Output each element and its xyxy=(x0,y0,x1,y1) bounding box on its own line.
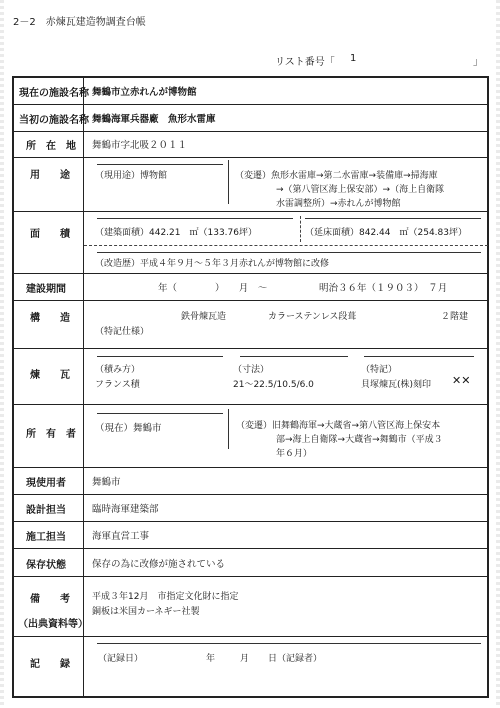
location-value: 舞鶴市字北吸２０１１ xyxy=(92,140,188,151)
structure-roof: カラーステンレス段葺 xyxy=(268,312,357,322)
label-column-divider xyxy=(83,76,84,698)
area-inner-divider xyxy=(84,245,488,246)
label-structure: 構 造 xyxy=(30,313,70,324)
label-current-name: 現在の施設名称 xyxy=(19,88,89,99)
structure-special: （特記仕様） xyxy=(95,327,150,337)
bracket-mark xyxy=(364,356,474,357)
owner-change-line-3: 年６月） xyxy=(276,449,313,459)
period-end: 明治３６年（１９０３） ７月 xyxy=(319,283,448,294)
row-divider xyxy=(12,348,489,349)
structure-material: 鉄骨煉瓦造 xyxy=(181,312,227,322)
label-user: 現使用者 xyxy=(26,478,66,489)
label-brick: 煉 瓦 xyxy=(30,370,70,381)
label-record: 記 録 xyxy=(30,659,70,670)
row-divider xyxy=(12,157,489,158)
page-edge-left xyxy=(0,0,4,708)
row-divider xyxy=(12,521,489,522)
label-designer: 設計担当 xyxy=(26,505,66,516)
remarks-line-2: 銅板は米国カーネギー社製 xyxy=(92,607,200,617)
row-divider xyxy=(12,494,489,495)
document-title: 2－2 赤煉瓦建造物調査台帳 xyxy=(13,17,146,28)
bracket-mark xyxy=(97,356,223,357)
bracket-mark xyxy=(97,413,223,414)
brick-size: 21～22.5/10.5/6.0 xyxy=(233,380,314,390)
record-year: 年 xyxy=(206,654,216,664)
label-remarks: 備 考 xyxy=(30,594,70,605)
list-number-label: リスト番号「 xyxy=(275,57,335,68)
bracket-mark xyxy=(240,356,348,357)
label-owner: 所 有 者 xyxy=(26,429,76,440)
list-number-close: 」 xyxy=(473,57,483,68)
structure-floors: ２階建 xyxy=(441,312,469,322)
area-floor: （延床面積）842.44 ㎡（254.83坪） xyxy=(305,228,467,238)
page-edge-right xyxy=(496,0,500,708)
condition-value: 保存の為に改修が施されている xyxy=(92,559,226,570)
bracket-mark xyxy=(97,218,293,219)
row-divider xyxy=(12,300,489,301)
owner-change-line-2: 部→海上自衛隊→大蔵省→舞鶴市（平成３ xyxy=(276,435,443,445)
row-divider xyxy=(12,548,489,549)
label-location: 所 在 地 xyxy=(26,141,76,152)
bracket-mark xyxy=(97,164,223,165)
label-builder: 施工担当 xyxy=(26,532,66,543)
label-period: 建設期間 xyxy=(26,284,66,295)
bracket-mark xyxy=(228,160,229,204)
original-name-value: 舞鶴海軍兵器廠 魚形水雷庫 xyxy=(92,114,216,125)
brick-bond-head: （積み方） xyxy=(95,365,141,375)
bracket-mark xyxy=(305,218,481,219)
row-divider xyxy=(12,104,489,105)
brick-note: 貝塚煉瓦(株)刻印 xyxy=(361,380,432,390)
record-month: 月 xyxy=(240,654,250,664)
list-number-value: 1 xyxy=(350,53,357,64)
row-divider xyxy=(12,404,489,405)
row-divider xyxy=(12,467,489,468)
area-building: （建築面積）442.21 ㎡（133.76坪） xyxy=(95,228,257,238)
bracket-mark xyxy=(97,252,481,253)
designer-value: 臨時海軍建築部 xyxy=(92,504,159,515)
row-divider xyxy=(12,273,489,274)
label-original-name: 当初の施設名称 xyxy=(19,115,89,126)
current-name-value: 舞鶴市立赤れんが博物館 xyxy=(92,87,197,98)
record-day-writer: 日（記録者） xyxy=(268,654,323,664)
period-start: 年（ ） 月 ～ xyxy=(158,283,268,294)
use-change-line-3: 水雷調整所）→赤れんが博物館 xyxy=(276,199,401,209)
record-date-label: （記録日） xyxy=(98,654,144,664)
label-condition: 保存状態 xyxy=(26,560,66,571)
builder-value: 海軍直営工事 xyxy=(92,531,150,542)
area-inner-vdivider xyxy=(300,216,301,242)
use-change-line-2: →（第八管区海上保安部）→（海上自衛隊 xyxy=(276,185,445,195)
bracket-mark xyxy=(97,643,481,644)
user-value: 舞鶴市 xyxy=(92,477,121,488)
owner-change-line-1: （変遷）旧舞鶴海軍→大蔵省→第八管区海上保安本 xyxy=(236,421,441,431)
use-current: （現用途）博物館 xyxy=(95,171,168,181)
brick-stamp-mark: ✕✕ xyxy=(452,374,471,387)
area-renovation: （改造歴）平成４年９月～５年３月赤れんが博物館に改修 xyxy=(95,259,330,269)
row-divider xyxy=(12,211,489,212)
label-remarks-sources: （出典資料等） xyxy=(18,619,88,630)
row-divider xyxy=(12,131,489,132)
use-change-line-1: （変遷）魚形水雷庫→第二水雷庫→装備庫→掃海庫 xyxy=(235,171,438,181)
row-divider xyxy=(12,636,489,637)
bracket-mark xyxy=(228,409,229,449)
owner-current: （現在）舞鶴市 xyxy=(95,423,162,434)
label-use: 用 途 xyxy=(30,170,70,181)
remarks-line-1: 平成３年12月 市指定文化財に指定 xyxy=(92,592,239,602)
brick-bond: フランス積 xyxy=(95,380,140,390)
row-divider xyxy=(12,576,489,577)
brick-size-head: （寸法） xyxy=(233,365,270,375)
label-area: 面 積 xyxy=(30,229,70,240)
brick-note-head: （特記） xyxy=(361,365,398,375)
